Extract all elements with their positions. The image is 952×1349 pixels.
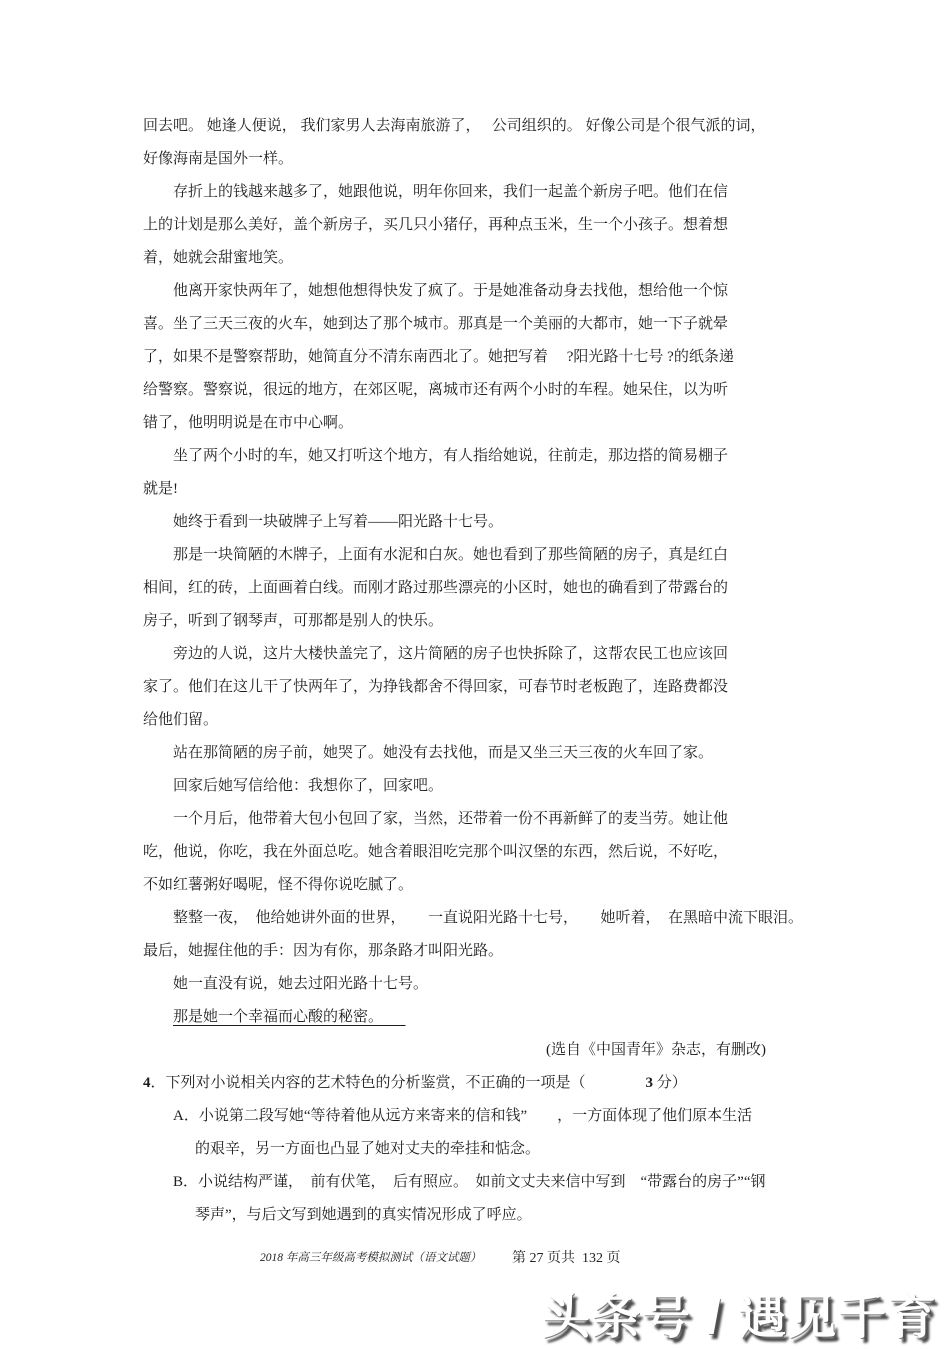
text-line [143,1001,813,1034]
text-line: 房子，听到了钢琴声，可那都是别人的快乐。 [143,613,444,629]
text-line: 了，如果不是警察帮助，她简直分不清东南西北了。她把写着 ?阳光路十七号 ?的纸条递 [143,349,734,365]
question-text: ．下列对小说相关内容的艺术特色的分析鉴赏，不正确的一项是（ [150,1075,646,1091]
text-line: 她一直没有说，她去过阳光路十七号。 [173,976,429,992]
text-line: 吃，他说，你吃，我在外面总吃。她含着眼泪吃完那个叫汉堡的东西，然后说，不好吃， [143,844,729,860]
text-line: 回家后她写信给他：我想你了，回家吧。 [173,778,444,794]
underlined-sentence: 那是她一个幸福而心酸的秘密。 [173,1009,406,1025]
text-line: 她终于看到一块破牌子上写着——阳光路十七号。 [173,514,504,530]
text-line: 琴声”，与后文写到她遇到的真实情况形成了呼应。 [195,1207,532,1223]
question-text: 分） [653,1075,687,1091]
text-line: 家了。他们在这儿干了快两年了，为挣钱都舍不得回家，可春节时老板跑了，连路费都没 [143,679,729,695]
text-line: 喜。坐了三天三夜的火车，她到达了那个城市。那真是一个美丽的大都市，她一下子就晕 [143,316,729,332]
text-line: 那是一块简陋的木牌子，上面有水泥和白灰。她也看到了那些简陋的房子，真是红白 [173,547,729,563]
text-line: 错了，他明明说是在市中心啊。 [143,415,354,431]
text-line: B．小说结构严谨， 前有伏笔， 后有照应。 如前文丈夫来信中写到 “带露台的房子”“钢 [173,1174,766,1190]
footer-page-info: 第 27 页共 132 页 [512,1251,621,1266]
document-content [143,110,813,1232]
text-line: 回去吧。 她逢人便说， 我们家男人去海南旅游了， 公司组织的。 好像公司是个很气派的词， [143,118,766,134]
text-line: 整整一夜， 他给她讲外面的世界， 一直说阳光路十七号， 她听着， 在黑暗中流下眼泪。 [173,910,804,926]
text-line: 最后，她握住他的手：因为有你，那条路才叫阳光路。 [143,943,504,959]
text-line: 就是! [143,481,178,497]
text-line: 坐了两个小时的车，她又打听这个地方，有人指给她说，往前走，那边搭的简易棚子 [173,448,729,464]
text-line: 他离开家快两年了，她想他想得快发了疯了。于是她准备动身去找他，想给他一个惊 [173,283,729,299]
text-line: 站在那简陋的房子前，她哭了。她没有去找他，而是又坐三天三夜的火车回了家。 [173,745,714,761]
footer-exam-title: 2018 年高三年级高考模拟测试（语文试题） [260,1252,482,1264]
text-line: 给他们留。 [143,712,219,728]
text-line: A．小说第二段写她“等待着他从远方来寄来的信和钱” ，一方面体现了他们原本生活 [173,1108,753,1124]
text-line: 存折上的钱越来越多了，她跟他说，明年你回来，我们一起盖个新房子吧。他们在信 [173,184,729,200]
question-number: 3 [645,1075,654,1091]
watermark-text: 头条号 / 遇见千育 [541,1291,938,1344]
text-line: 上的计划是那么美好，盖个新房子，买几只小猪仔，再种点玉米，生一个小孩子。想着想 [143,217,729,233]
text-line: (选自《中国青年》杂志，有删改) [546,1042,766,1058]
text-line: 给警察。警察说，很远的地方，在郊区呢，离城市还有两个小时的车程。她呆住，以为听 [143,382,729,398]
text-line [143,1067,813,1100]
question-number: 4 [143,1075,151,1091]
text-line: 不如红薯粥好喝呢，怪不得你说吃腻了。 [143,877,414,893]
text-line: 好像海南是国外一样。 [143,151,294,167]
text-line: 的艰辛，另一方面也凸显了她对丈夫的牵挂和惦念。 [195,1141,541,1157]
text-line: 一个月后，他带着大包小包回了家，当然，还带着一份不再新鲜了的麦当劳。她让他 [173,811,729,827]
text-line: 着，她就会甜蜜地笑。 [143,250,294,266]
text-line: 旁边的人说，这片大楼快盖完了，这片简陋的房子也快拆除了，这帮农民工也应该回 [173,646,729,662]
text-line: 相间，红的砖，上面画着白线。而刚才路过那些漂亮的小区时，她也的确看到了带露台的 [143,580,729,596]
